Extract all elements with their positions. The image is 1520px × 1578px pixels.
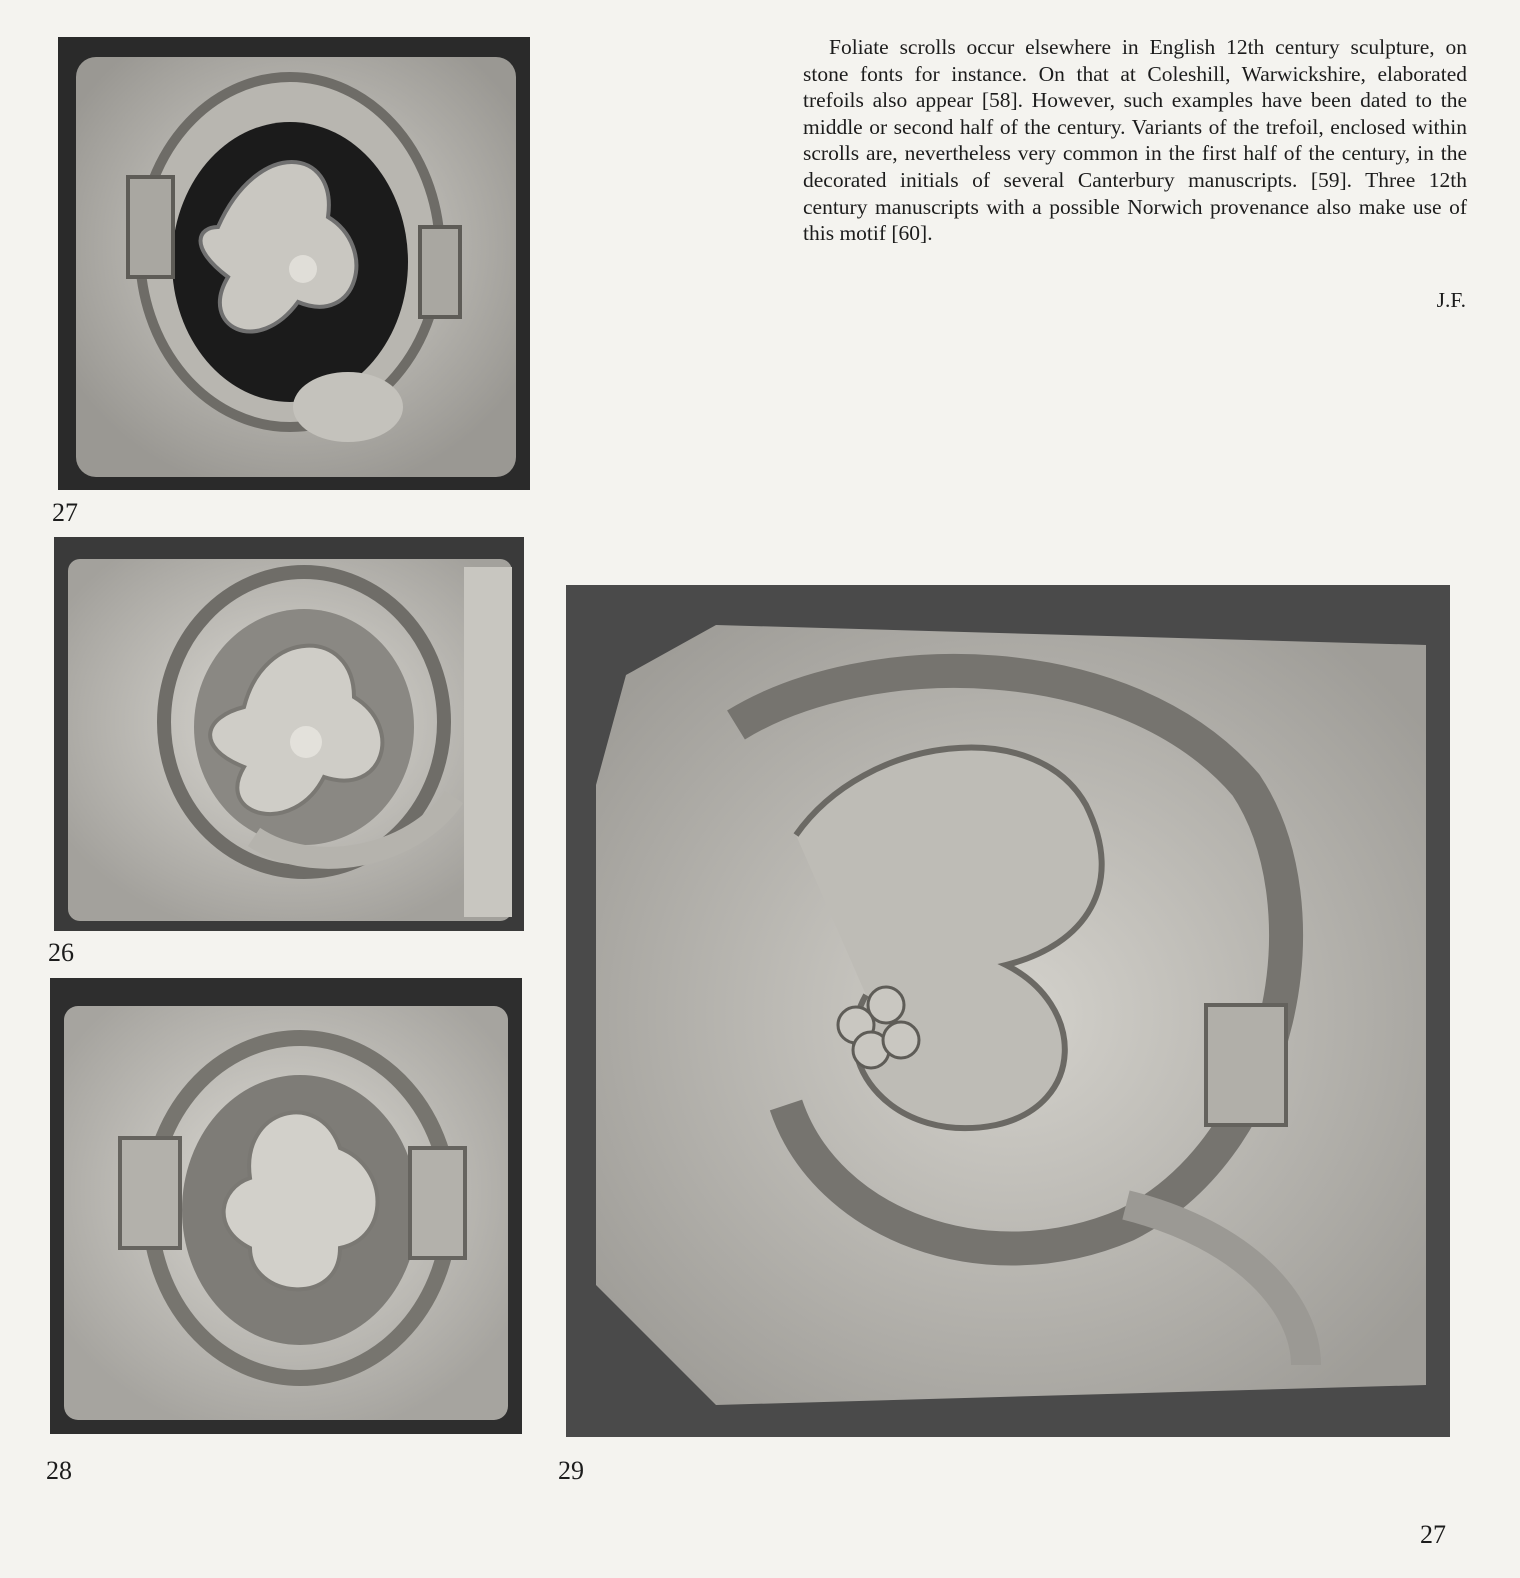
- figure-27-photo: [58, 37, 530, 490]
- carved-stone-trefoil-image: [54, 537, 524, 931]
- figure-27-number: 27: [52, 498, 78, 527]
- figure-26-number: 26: [48, 938, 74, 967]
- carved-stone-trefoil-image: [58, 37, 530, 490]
- figure-29-photo: [566, 585, 1450, 1437]
- page-number: 27: [1420, 1520, 1446, 1549]
- carved-stone-trefoil-image: [50, 978, 522, 1434]
- figure-28-number: 28: [46, 1456, 72, 1485]
- body-paragraph: Foliate scrolls occur elsewhere in English 12th century sculpture, on stone fonts for instance. On that at Coleshill, Warwickshire, elaborated trefoils also appear [58]. However, such examples have been dated to the middle or second half of the century. Variants of the trefoil, enclosed within scrolls are, nevertheless very common in the first half of the century, in the decorated initials of several Canterbury manuscripts. [59]. Three 12th century manuscripts with a possible Norwich provenance also make use of this motif [60].: [803, 35, 1467, 246]
- figure-28-photo: [50, 978, 522, 1434]
- figure-29-number: 29: [558, 1456, 584, 1485]
- carved-stone-scroll-image: [566, 585, 1450, 1437]
- body-text-block: [803, 34, 1467, 247]
- figure-26-photo: [54, 537, 524, 931]
- author-initials: J.F.: [1436, 288, 1466, 312]
